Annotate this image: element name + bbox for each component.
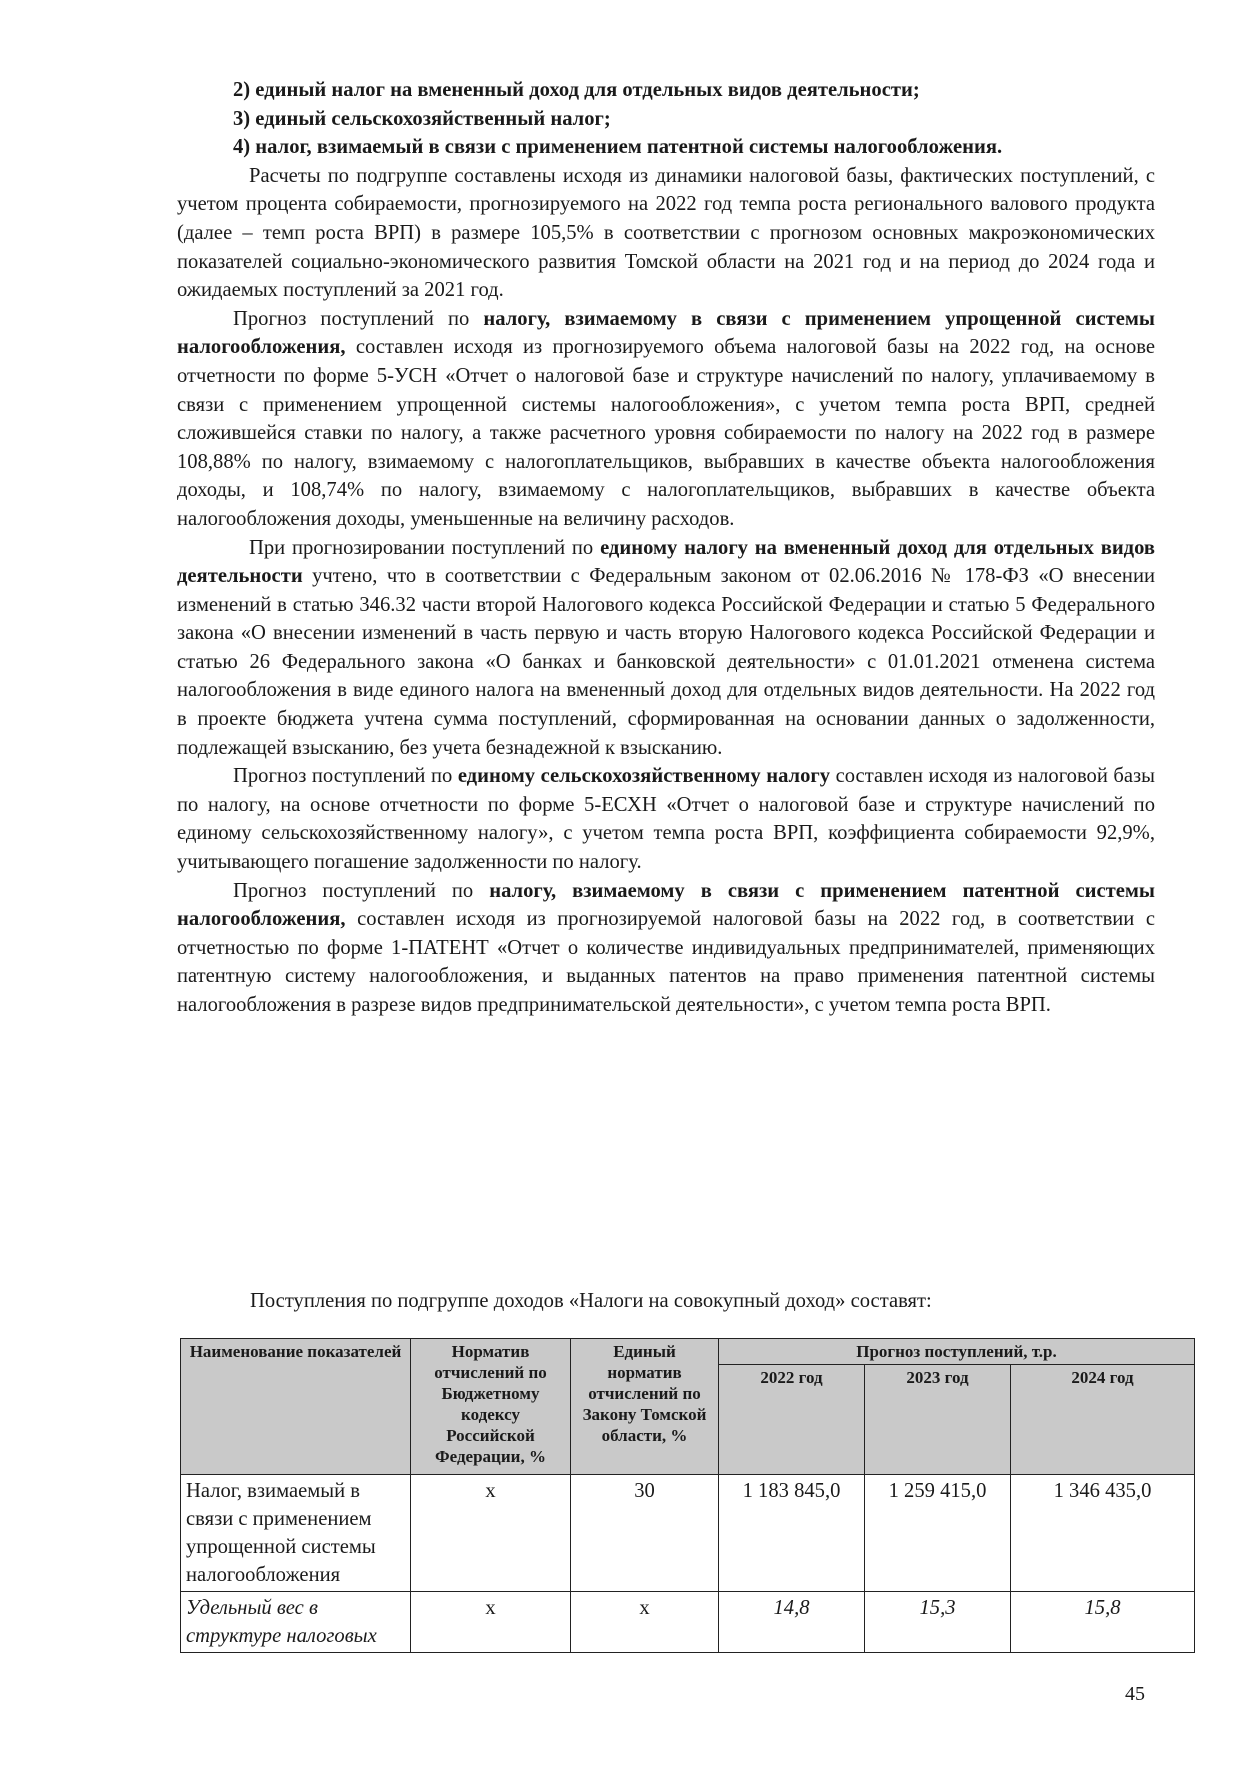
cell-2023: 15,3: [865, 1592, 1011, 1653]
list-item: 3) единый сельскохозяйственный налог;: [233, 107, 611, 130]
text: Прогноз поступлений по: [233, 879, 490, 902]
paragraph-calculations: [177, 162, 1155, 305]
header-norm-law: Единый норматив отчислений по Закону Томской области, %: [571, 1339, 719, 1475]
text: составлен исходя из прогнозируемой налоговой базы на 2022 год, в соответствии с отчетностью по форме 1-ПАТЕНТ «Отчет о количестве индивидуальных предпринимателей, применяющих патентную систему налогообложения, и выданных патентов на право применения патентной системы налогообложения в разрезе видов предпринимательской деятельности», с учетом темпа роста ВРП.: [177, 908, 1155, 1016]
header-2023: 2023 год: [865, 1365, 1011, 1475]
list-item: 4) налог, взимаемый в связи с применением патентной системы налогообложения.: [233, 136, 1003, 159]
table-row: [181, 1475, 1195, 1592]
paragraph-eskhn: [177, 762, 1155, 876]
cell-2023: 1 259 415,0: [865, 1475, 1011, 1592]
header-forecast: Прогноз поступлений, т.р.: [719, 1339, 1195, 1365]
paragraph-patent: [177, 877, 1155, 1020]
header-2024: 2024 год: [1011, 1365, 1195, 1475]
text: учтено, что в соответствии с Федеральным законом от 02.06.2016 № 178-ФЗ «О внесении изменений в статью 346.32 части второй Налогового кодекса Российской Федерации и статью 5 Федерального закона «О внесении изменений в часть первую и часть вторую Налогового кодекса Российской Федерации и статью 26 Федерального закона «О банках и банковской деятельности» с 01.01.2021 отменена система налогообложения в виде единого налога на вмененный доход для отдельных видов деятельности. На 2022 год в проекте бюджета учтена сумма поступлений, сформированная на основании данных о задолженности, подлежащей взысканию, без учета безнадежной к взысканию.: [177, 565, 1155, 759]
cell-2024: 15,8: [1011, 1592, 1195, 1653]
bold-term: единому налогу на вмененный доход для отдельных видов деятельности: [177, 536, 1156, 588]
cell-norm-law: х: [571, 1592, 719, 1653]
table-row: [181, 1592, 1195, 1653]
cell-2024: 1 346 435,0: [1011, 1475, 1195, 1592]
bold-term: налогу, взимаемому в связи с применением патентной системы налогообложения,: [177, 879, 1155, 931]
text: составлен исходя из прогнозируемого объема налоговой базы на 2022 год, на основе отчетности по форме 5-УСН «Отчет о налоговой базе и структуре начислений по налогу, уплачиваемому в связи с применением упрощенной системы налогообложения», с учетом темпа роста ВРП, средней сложившейся ставки по налогу, а также расчетного уровня собираемости по налогу на 2022 год в размере 108,88% по налогу, взимаемому с налогоплательщиков, выбравших в качестве объекта налогообложения доходы, и 108,74% по налогу, взимаемому с налогоплательщиков, выбравших в качестве объекта налогообложения доходы, уменьшенные на величину расходов.: [177, 336, 1155, 530]
header-norm-bk: Норматив отчислений по Бюджетному кодексу Российской Федерации, %: [411, 1339, 571, 1475]
revenue-table: [180, 1338, 1195, 1653]
table-caption: Поступления по подгруппе доходов «Налоги на совокупный доход» составят:: [250, 1290, 932, 1312]
header-2022: 2022 год: [719, 1365, 865, 1475]
text: При прогнозировании поступлений по: [249, 536, 601, 559]
cell-norm-law: 30: [571, 1475, 719, 1592]
list-item: 2) единый налог на вмененный доход для отдельных видов деятельности;: [233, 79, 920, 101]
cell-norm-bk: х: [411, 1475, 571, 1592]
page-number: 45: [1125, 1683, 1145, 1705]
cell-name: Налог, взимаемый в связи с применением упрощенной системы налогообложения: [181, 1475, 411, 1592]
paragraph-envd: [177, 534, 1155, 763]
text: Прогноз поступлений по: [233, 765, 458, 788]
text: Расчеты по подгруппе составлены исходя из динамики налоговой базы, фактических поступлений, с учетом процента собираемости, прогнозируемого на 2022 год темпа роста регионального валового продукта (далее – темп роста ВРП) в размере 105,5% в соответствии с прогнозом основных макроэкономических показателей социально-экономического развития Томской области на 2021 год и на период до 2024 года и ожидаемых поступлений за 2021 год.: [177, 164, 1155, 302]
cell-norm-bk: х: [411, 1592, 571, 1653]
header-name: Наименование показателей: [181, 1339, 411, 1475]
bold-term: единому сельскохозяйственному налогу: [457, 765, 831, 788]
bold-term: налогу, взимаемому в связи с применением упрощенной системы налогообложения,: [177, 307, 1155, 359]
cell-2022: 14,8: [719, 1592, 865, 1653]
paragraph-usn: [177, 305, 1155, 534]
document-body: [177, 76, 1155, 1020]
cell-2022: 1 183 845,0: [719, 1475, 865, 1592]
text: Прогноз поступлений по: [233, 307, 484, 330]
table-header-row: [181, 1339, 1195, 1365]
text: составлен исходя из налоговой базы по налогу, на основе отчетности по форме 5-ЕСХН «Отчет о налоговой базе и структуре начислений по единому сельскохозяйственному налогу», с учетом темпа роста ВРП, коэффициента собираемости 92,9%, учитывающего погашение задолженности по налогу.: [177, 765, 1155, 874]
cell-name: Удельный вес в структуре налоговых: [181, 1592, 411, 1653]
